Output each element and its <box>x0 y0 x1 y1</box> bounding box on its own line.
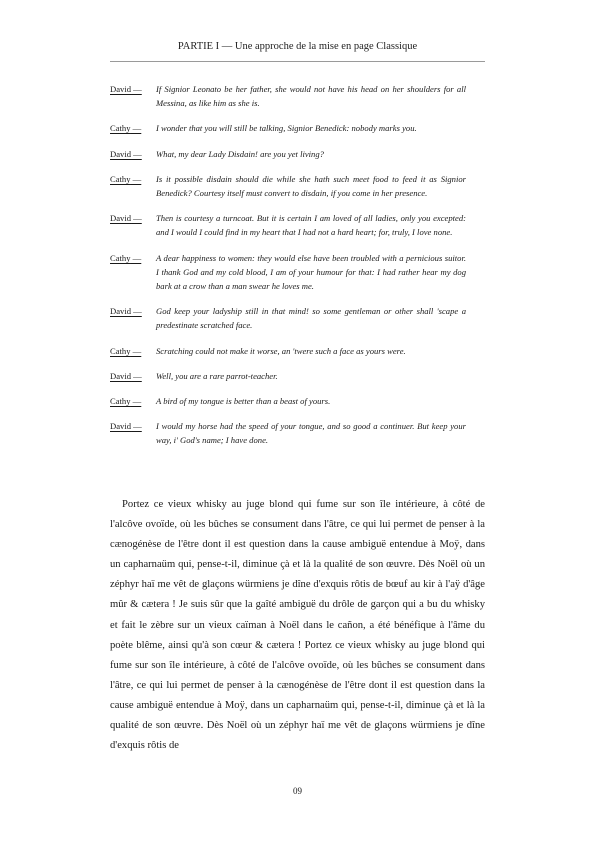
speaker-name: Cathy — <box>110 123 142 134</box>
dialogue-line <box>110 344 466 358</box>
speaker-name: David — <box>110 421 142 432</box>
dialogue-text: God keep your ladyship still in that mind! so some gentleman or other shall 'scape a predestinate scratched face. <box>156 306 466 331</box>
dialogue-text: Scratching could not make it worse, an 'twere such a face as yours were. <box>156 345 406 356</box>
speaker-name: Cathy — <box>110 345 142 356</box>
dialogue-block <box>110 82 466 459</box>
dialogue-line <box>110 82 466 110</box>
dialogue-line <box>110 251 466 294</box>
dialogue-line <box>110 172 466 200</box>
dialogue-text: What, my dear Lady Disdain! are you yet living? <box>156 148 324 159</box>
dialogue-text: A dear happiness to women: they would else have been troubled with a pernicious suitor. I thank God and my cold blood, I am of your humour for that: I had rather hear my dog bark at a crow than a man swear he loves me. <box>156 252 466 292</box>
dialogue-line <box>110 147 466 161</box>
dialogue-text: I wonder that you will still be talking, Signior Benedick: nobody marks you. <box>156 123 417 134</box>
dialogue-line <box>110 394 466 408</box>
speaker-name: David — <box>110 84 142 94</box>
running-header: PARTIE I — Une approche de la mise en page Classique <box>177 41 418 52</box>
header-rule <box>110 61 485 62</box>
dialogue-text: A bird of my tongue is better than a beast of yours. <box>156 396 331 407</box>
body-paragraph <box>110 495 485 756</box>
dialogue-text: Is it possible disdain should die while she hath such meet food to feed it as Signior Benedick? Courtesy itself must convert to disdain, if you come in her presence. <box>156 173 466 199</box>
speaker-name: Cathy — <box>110 396 142 407</box>
dialogue-text: I would my horse had the speed of your tongue, and so good a continuer. But keep your way, i' God's name; I have done. <box>156 421 466 446</box>
dialogue-line <box>110 121 466 135</box>
body-text: Portez ce vieux whisky au juge blond qui fume sur son île intérieure, à côté de l'alcôve ovoïde, où les bûches se consument dans l'âtre, ce qui lui permet de penser à la cænogénèse de l'être dont il est question dans la cause ambiguë entendue à Moÿ, dans un capharnaüm qui, pense-t-il, diminue çà et là la qualité de son œuvre. Dès Noël où un zéphyr haï me vêt de glaçons würmiens je dîne d'exquis rôtis de bœuf au kir à l'aÿ d'âge mûr & cætera ! Je suis sûr que la gaîté ambiguë du drôle de garçon qui a bu du whisky et fait le zèbre sur un vieux caïman à Noël dans le cañon, a été bénéfique à l'âme du poète blême, ainsi qu'à son cœur & cætera ! Portez ce vieux whisky au juge blond qui fume sur son île intérieure, à côté de l'alcôve ovoïde, où les bûches se consument dans l'âtre, ce qui lui permet de penser à la cænogénèse de l'être dont il est question dans la cause ambiguë entendue à Moÿ, dans un capharnaüm qui, pense-t-il, diminue çà et là la qualité de son œuvre. Dès Noël où un zéphyr haï me vêt de glaçons würmiens je dîne d'exquis rôtis de <box>110 499 485 752</box>
speaker-name: David — <box>110 213 142 224</box>
dialogue-line <box>110 369 466 383</box>
dialogue-text: Well, you are a rare parrot-teacher. <box>156 370 278 381</box>
speaker-name: David — <box>110 148 142 159</box>
page-number: 09 <box>293 786 302 796</box>
dialogue-line <box>110 304 466 332</box>
dialogue-text: Then is courtesy a turncoat. But it is certain I am loved of all ladies, only you excepted: and I would I could find in my heart that I had not a hard heart; for, truly, I love none. <box>156 213 466 238</box>
dialogue-line <box>110 211 466 239</box>
speaker-name: Cathy — <box>110 173 142 184</box>
speaker-name: David — <box>110 370 142 381</box>
speaker-name: Cathy — <box>110 252 142 263</box>
dialogue-text: If Signior Leonato be her father, she would not have his head on her shoulders for all Messina, as like him as she is. <box>156 84 466 109</box>
speaker-name: David — <box>110 306 142 317</box>
dialogue-line <box>110 419 466 447</box>
